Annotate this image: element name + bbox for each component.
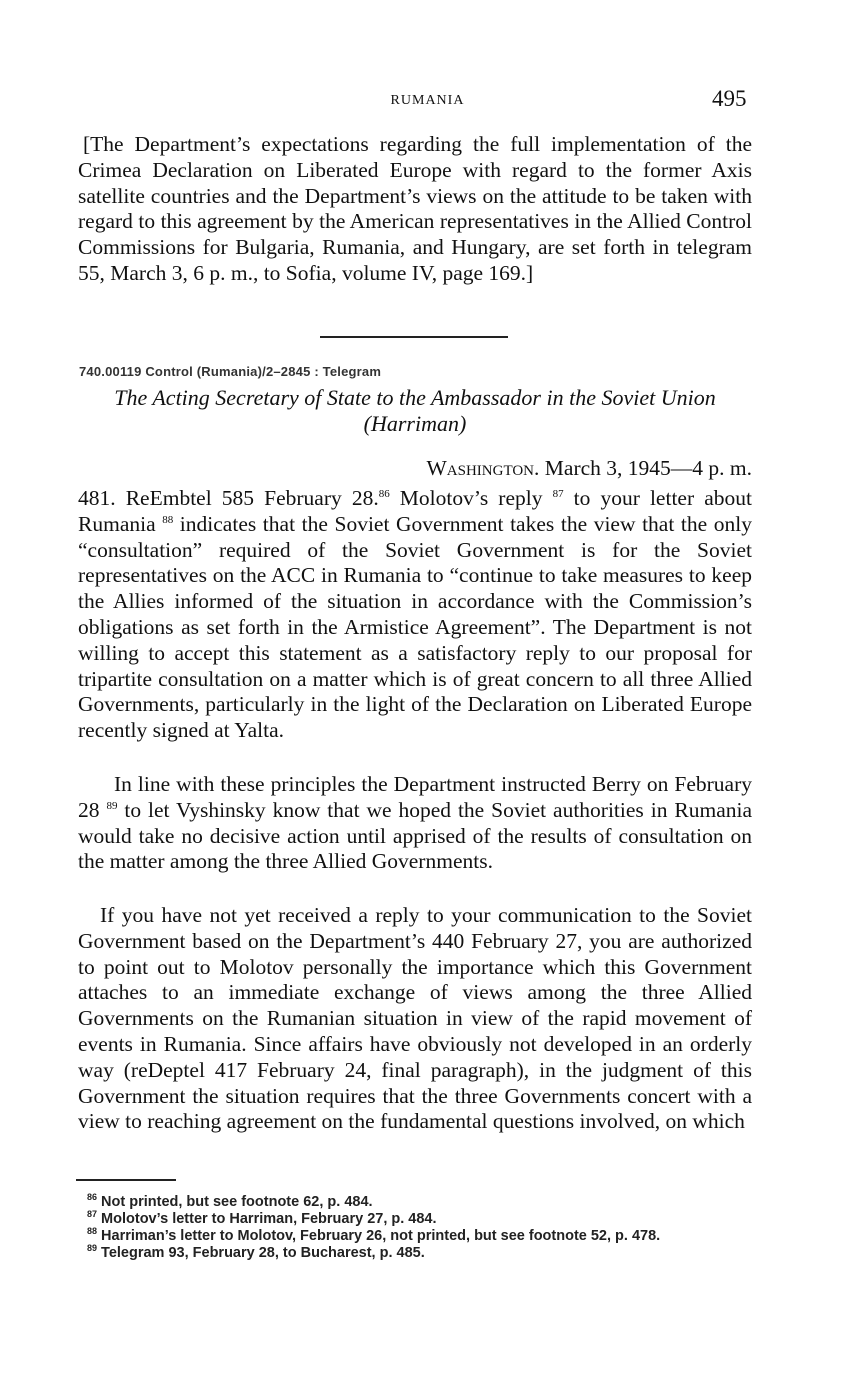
footnote-89 — [75, 1245, 753, 1262]
footnote-number: 86 — [87, 1192, 98, 1203]
footnote-text: Harriman’s letter to Molotov, February 26, not printed, but see footnote 52, p. 478. — [97, 1228, 661, 1244]
paragraph-3: If you have not yet received a reply to your communication to the Soviet Government based on the Department’s 440 February 27, you are authorized to point out to Molotov personally the importance which this Government attaches to an immediate exchange of views among the three Allied Governments on the Rumanian situation in view of the rapid movement of events in Rumania. Since affairs have obviously not developed in an orderly way (reDeptel 417 February 24, final paragraph), in the judgment of this Government the situation requires that the three Governments concert with a view to reaching agreement on the fundamental questions involved, on which — [78, 903, 752, 1134]
paragraph-2 — [78, 772, 752, 875]
footnote-ref-86: 86 — [378, 487, 390, 500]
footnote-86 — [75, 1194, 753, 1211]
paragraph-1 — [78, 486, 752, 744]
footnote-ref-89: 89 — [106, 799, 118, 812]
footnote-text: Molotov’s letter to Harriman, February 27, p. 484. — [97, 1211, 437, 1227]
paragraph-1-text-c: to your letter about Rumania — [78, 486, 752, 536]
footnote-text: Telegram 93, February 28, to Bucharest, p. 485. — [97, 1245, 425, 1261]
footnote-number: 89 — [87, 1243, 98, 1254]
paragraph-1-text-a: 481. ReEmbtel 585 February 28. — [78, 486, 379, 510]
footnote-number: 88 — [87, 1226, 98, 1237]
paragraph-2-text-a: In line with these principles the Department instructed Berry on February 28 — [78, 772, 752, 822]
intro-note: [The Department’s expectations regarding the full implementation of the Crimea Declaration on Liberated Europe with regard to the former Axis satellite countries and the Department’s views on the attitude to be taken with regard to this agreement by the American representatives in the Allied Control Commissions for Bulgaria, Rumania, and Hungary, are set forth in telegram 55, March 3, 6 p. m., to Sofia, volume IV, page 169.] — [78, 132, 752, 285]
footnote-87 — [75, 1211, 753, 1228]
footnote-ref-88: 88 — [162, 513, 174, 526]
page-number: 495 — [712, 86, 747, 111]
paragraph-2-text-b: to let Vyshinsky know that we hoped the Soviet authorities in Rumania would take no decisive action until apprised of the results of consultation on the matter among the three Allied Governments. — [78, 797, 752, 874]
footnotes — [75, 1194, 753, 1262]
footnote-number: 87 — [87, 1209, 98, 1220]
paragraph-1-text-d: indicates that the Soviet Government takes the view that the only “consultation” required of the Soviet Government is for the Soviet representatives on the ACC in Rumania to “continue to take measures to keep the Allies informed of the situation in accordance with the Commission’s obligations as set forth in the Armistice Agreement”. The Department is not willing to accept this statement as a satisfactory reply to our proposal for tripartite consultation on a matter which is of great concern to all three Allied Governments, particularly in the light of the Declaration on Liberated Europe recently signed at Yalta. — [78, 511, 752, 743]
footnote-ref-87: 87 — [552, 487, 564, 500]
file-reference: 740.00119 Control (Rumania)/2–2845 : Telegram — [79, 364, 382, 379]
paragraph-1-text-b: Molotov’s reply — [389, 486, 553, 510]
document-title-line2: (Harriman) — [363, 411, 467, 436]
running-title: RUMANIA — [390, 93, 465, 108]
document-title — [78, 385, 752, 437]
section-divider — [320, 336, 508, 338]
footnote-88 — [75, 1228, 753, 1245]
footnote-divider — [76, 1179, 176, 1181]
dateline-date: March 3, 1945—4 p. m. — [539, 456, 752, 480]
dateline — [78, 456, 752, 481]
footnote-text: Not printed, but see footnote 62, p. 484. — [97, 1194, 373, 1210]
document-title-line1: The Acting Secretary of State to the Ambassador in the Soviet Union — [114, 385, 716, 410]
dateline-place: Washington. — [426, 456, 540, 480]
